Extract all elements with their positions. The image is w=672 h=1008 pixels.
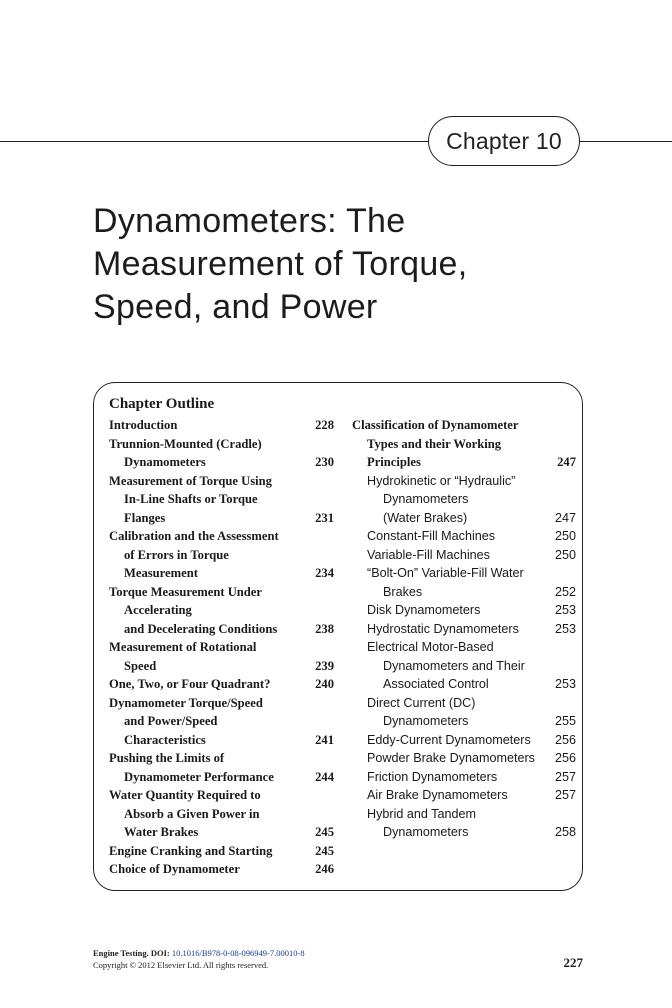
outline-entry-page: 241 — [315, 732, 334, 747]
outline-entry[interactable] — [109, 860, 334, 879]
outline-entry[interactable] — [352, 472, 576, 528]
outline-entry-text: Hydrostatic Dynamometers — [367, 621, 519, 636]
outline-entry[interactable] — [352, 564, 576, 601]
outline-entry-text: of Errors in Torque — [124, 547, 229, 562]
outline-entry-text: In-Line Shafts or Torque — [124, 492, 258, 506]
outline-entry-page: 247 — [557, 455, 576, 469]
outline-entry-page: 257 — [554, 788, 576, 802]
outline-entry-text: Speed — [124, 658, 157, 673]
outline-entry[interactable] — [352, 786, 576, 805]
doi-link[interactable]: 10.1016/B978-0-08-096949-7.00010-8 — [171, 948, 305, 958]
outline-entry-text: Air Brake Dynamometers — [367, 788, 508, 802]
outline-entry-text: “Bolt-On” Variable-Fill Water — [367, 566, 524, 580]
outline-entry-page: 253 — [554, 603, 576, 617]
outline-entry-page: 247 — [554, 510, 576, 525]
outline-entry-text: Hydrokinetic or “Hydraulic” — [367, 473, 516, 488]
outline-entry[interactable] — [352, 601, 576, 620]
outline-entry-page: 245 — [315, 825, 334, 839]
outline-entry-text: Accelerating — [124, 603, 192, 617]
chapter-label: Chapter 10 — [428, 116, 580, 166]
outline-entry[interactable] — [109, 416, 334, 435]
outline-entry[interactable] — [352, 768, 576, 787]
outline-entry-text: (Water Brakes) — [383, 510, 468, 525]
outline-entry-text: Principles — [367, 455, 421, 469]
outline-entry-text: Measurement of Rotational — [109, 640, 257, 654]
outline-entry-text: Torque Measurement Under — [109, 584, 262, 599]
outline-entry-text: Dynamometers — [383, 825, 469, 839]
outline-entry-page: 250 — [554, 529, 576, 543]
outline-entry-page: 240 — [315, 677, 334, 691]
outline-entry-page: 250 — [554, 547, 576, 562]
outline-entry-page: 256 — [554, 751, 576, 765]
outline-entry-text: Eddy-Current Dynamometers — [367, 732, 531, 747]
outline-entry[interactable] — [352, 620, 576, 639]
outline-entry-page: 253 — [554, 621, 576, 636]
outline-entry-text: Water Brakes — [124, 825, 199, 839]
outline-entry[interactable] — [109, 435, 334, 472]
outline-entry-page: 230 — [315, 455, 334, 469]
outline-entry[interactable] — [352, 805, 576, 842]
outline-entry-text: Choice of Dynamometer — [109, 862, 240, 876]
outline-entry-text: Associated Control — [383, 677, 489, 691]
outline-entry[interactable] — [109, 675, 334, 694]
outline-entry-text: Classification of Dynamometer — [352, 418, 519, 432]
outline-entry-text: Variable-Fill Machines — [367, 547, 490, 562]
outline-entry[interactable] — [352, 638, 576, 694]
outline-entry[interactable] — [352, 527, 576, 546]
outline-entry[interactable] — [109, 583, 334, 639]
chapter-title — [93, 200, 613, 329]
outline-entry-text: Dynamometers — [124, 455, 206, 469]
outline-entry-text: Engine Cranking and Starting — [109, 843, 273, 858]
outline-entry-text: Dynamometers — [383, 492, 469, 506]
outline-entry-page: 256 — [554, 732, 576, 747]
outline-entry[interactable] — [352, 546, 576, 565]
outline-entry-page: 238 — [315, 621, 334, 636]
title-line: Dynamometers: The — [93, 202, 406, 240]
outline-right-column — [352, 416, 576, 842]
outline-entry-page: 246 — [315, 862, 334, 876]
outline-heading: Chapter Outline — [109, 396, 215, 412]
outline-entry-page: 234 — [315, 566, 334, 580]
outline-entry-page: 245 — [315, 843, 334, 858]
outline-entry-text: Constant-Fill Machines — [367, 529, 496, 543]
outline-entry-text: Flanges — [124, 510, 166, 525]
outline-entry-text: Dynamometers and Their — [383, 658, 525, 673]
outline-entry-page: 244 — [315, 769, 334, 784]
outline-entry-text: Pushing the Limits of — [109, 751, 225, 765]
outline-entry-page: 257 — [554, 769, 576, 784]
book-label: Engine Testing. DOI: — [93, 948, 170, 958]
outline-entry-text: Dynamometer Performance — [124, 769, 274, 784]
outline-entry-page: 231 — [315, 510, 334, 525]
outline-entry[interactable] — [352, 731, 576, 750]
outline-entry-text: Powder Brake Dynamometers — [367, 751, 535, 765]
outline-entry[interactable] — [109, 527, 334, 583]
outline-entry[interactable] — [109, 786, 334, 842]
outline-entry[interactable] — [352, 694, 576, 731]
page-footer — [93, 947, 305, 971]
outline-entry-page: 239 — [315, 658, 334, 673]
outline-entry-text: Types and their Working — [367, 436, 502, 451]
outline-entry[interactable] — [109, 694, 334, 750]
outline-entry[interactable] — [109, 842, 334, 861]
outline-left-column — [109, 416, 334, 879]
outline-entry-text: Introduction — [109, 418, 178, 432]
title-line: Speed, and Power — [93, 288, 378, 326]
outline-entry-text: Direct Current (DC) — [367, 695, 476, 710]
outline-entry-text: Dynamometers — [383, 714, 469, 728]
outline-entry-page: 253 — [554, 677, 576, 691]
outline-entry-text: Hybrid and Tandem — [367, 806, 476, 821]
outline-entry[interactable] — [352, 749, 576, 768]
outline-entry-text: One, Two, or Four Quadrant? — [109, 677, 271, 691]
outline-entry[interactable] — [109, 749, 334, 786]
outline-entry-text: Dynamometer Torque/Speed — [109, 695, 263, 710]
outline-entry-text: Measurement — [124, 566, 198, 580]
outline-entry-text: Characteristics — [124, 732, 206, 747]
outline-entry-page: 255 — [554, 714, 576, 728]
outline-entry-text: Measurement of Torque Using — [109, 473, 272, 488]
outline-entry[interactable] — [109, 638, 334, 675]
outline-entry-text: Brakes — [383, 584, 423, 599]
page-number: 227 — [563, 955, 583, 970]
outline-entry-text: Electrical Motor-Based — [367, 640, 494, 654]
copyright-notice: Copyright © 2012 Elsevier Ltd. All rights reserved. — [93, 960, 269, 970]
outline-entry-text: and Power/Speed — [124, 714, 218, 728]
outline-entry-page: 228 — [315, 418, 334, 432]
outline-entry-text: and Decelerating Conditions — [124, 621, 278, 636]
outline-entry-text: Absorb a Given Power in — [124, 806, 260, 821]
outline-entry-text: Friction Dynamometers — [367, 769, 498, 784]
outline-entry-text: Calibration and the Assessment — [109, 529, 279, 543]
outline-entry-text: Water Quantity Required to — [109, 788, 261, 802]
outline-entry[interactable] — [109, 472, 334, 528]
outline-entry-page: 252 — [554, 584, 576, 599]
outline-entry-text: Disk Dynamometers — [367, 603, 481, 617]
title-line: Measurement of Torque, — [93, 245, 468, 283]
outline-entry-text: Trunnion-Mounted (Cradle) — [109, 436, 262, 451]
outline-entry-page: 258 — [554, 825, 576, 839]
outline-entry[interactable] — [352, 416, 576, 472]
